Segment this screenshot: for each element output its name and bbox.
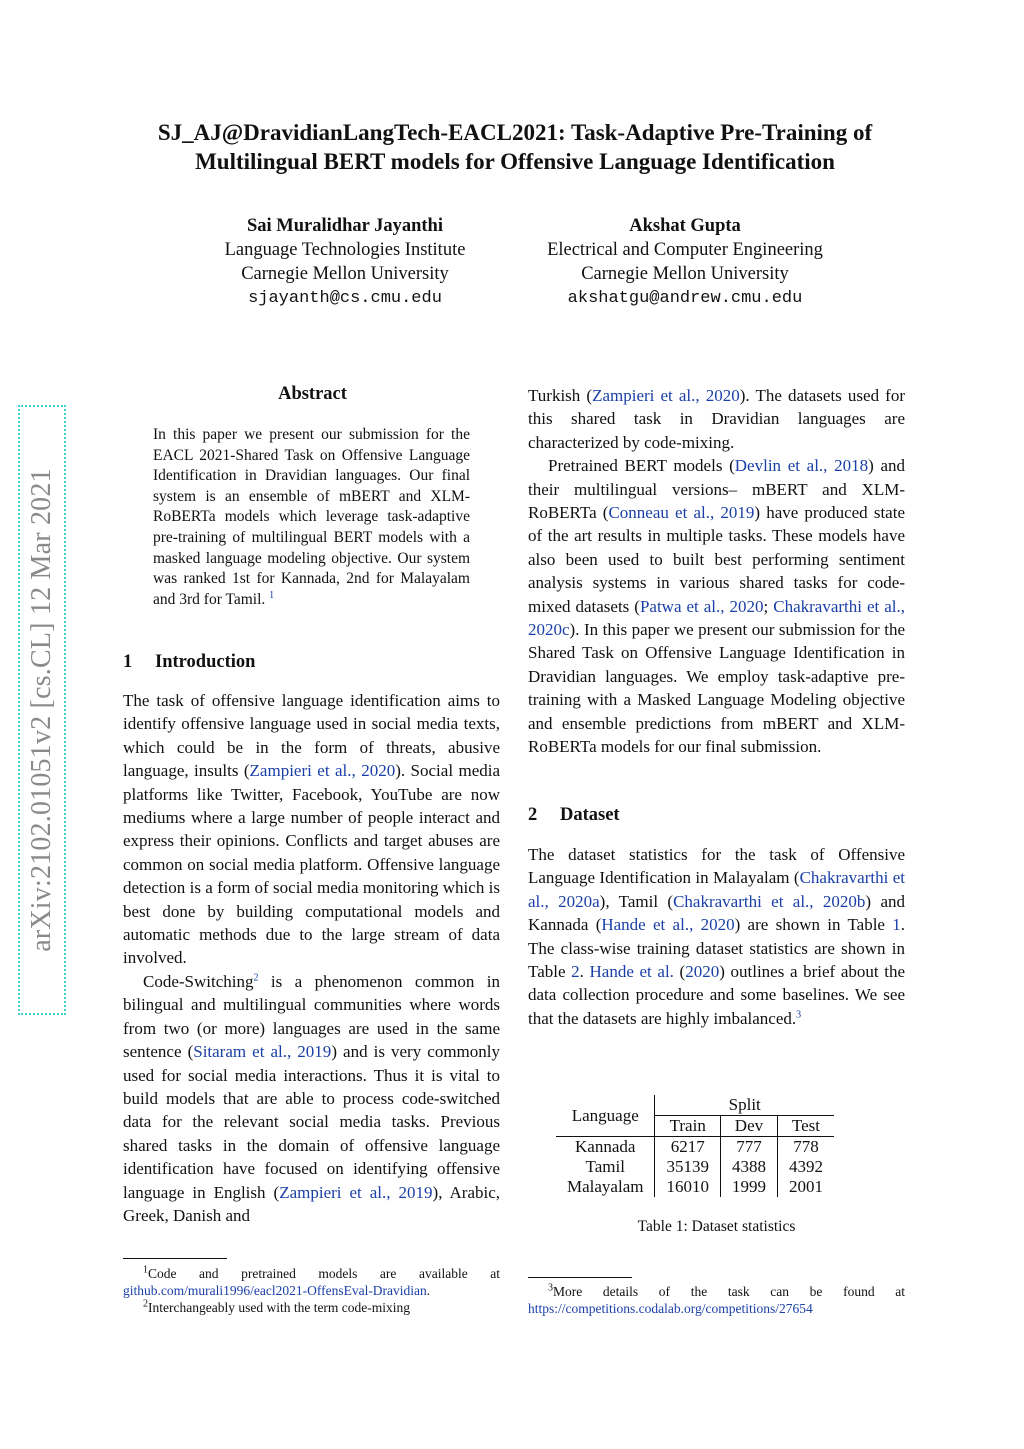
dataset-body: [528, 843, 905, 1030]
paragraph: [123, 689, 500, 970]
text-run: ) and their multilingual versions– mBERT and XLM-RoBERTa (: [528, 456, 905, 523]
author-name: Sai Muralidhar Jayanthi: [246, 216, 443, 236]
table-cell: Tamil: [556, 1157, 655, 1177]
citation-link[interactable]: Zampieri et al., 2019: [279, 1182, 433, 1202]
citation-link[interactable]: Devlin et al., 2018: [734, 456, 869, 476]
table-cell: 4392: [788, 1157, 823, 1176]
table-subheader: Test: [791, 1116, 821, 1135]
paragraph: [528, 843, 905, 1030]
author-affiliation: Electrical and Computer Engineering: [547, 240, 823, 260]
table-header-language: Language: [556, 1095, 655, 1137]
table-ref-link[interactable]: 2: [571, 962, 580, 982]
footnote-text: More details of the task can be found at: [553, 1284, 905, 1299]
text-run: ), Tamil (: [599, 891, 674, 911]
section-number: 1: [123, 652, 133, 672]
author-name: Akshat Gupta: [629, 216, 741, 236]
table-cell: 2001: [788, 1177, 823, 1196]
right-column-body: [528, 384, 905, 759]
paragraph: [123, 970, 500, 1227]
text-run: Turkish (: [528, 386, 593, 405]
table-header-split: Split: [655, 1095, 834, 1116]
citation-link[interactable]: Chakravarthi et al., 2020a: [528, 868, 905, 911]
abstract-text: In this paper we present our submission for the EACL 2021-Shared Task on Offensive Language Identification in Dravidian languages. Our final system is an ensemble of mBERT and XLM-RoBERTa models which leverage task-adaptive pre-training of multilingual BERT models with a masked language modeling objective. Our system was ranked 1st for Kannada, 2nd for Malayalam and 3rd for Tamil.: [153, 426, 470, 608]
table-cell: Kannada: [556, 1137, 655, 1158]
text-run: .: [579, 962, 590, 982]
table-ref-link[interactable]: 1: [892, 915, 901, 935]
footnote-2: [123, 1299, 500, 1316]
table-cell: 4388: [720, 1157, 777, 1177]
citation-link[interactable]: Conneau et al., 2019: [608, 503, 755, 523]
table-row: [556, 1137, 834, 1158]
footnote-rule: [528, 1277, 632, 1278]
footnote-3: [528, 1283, 905, 1317]
footnote-number: 2: [143, 1298, 148, 1310]
author-affiliation: Carnegie Mellon University: [581, 264, 789, 284]
footnotes-right: [528, 1283, 905, 1317]
text-run: ) are shown in Table: [734, 915, 893, 935]
table-cell: Malayalam: [556, 1177, 655, 1197]
footnote-number: 3: [548, 1282, 553, 1294]
text-run: The dataset statistics for the task of Offensive Language Identification in Malayalam (: [528, 845, 905, 888]
paragraph: [528, 384, 905, 454]
table-subheader: Train: [655, 1116, 721, 1137]
paragraph: [528, 454, 905, 758]
author-affiliation: Language Technologies Institute: [224, 240, 466, 260]
table-cell: 778: [793, 1137, 819, 1156]
section-heading-dataset: [528, 805, 620, 826]
footnote-rule: [123, 1258, 227, 1259]
citation-link[interactable]: Chakravarthi et al., 2020b: [673, 891, 866, 911]
table-caption: Table 1: Dataset statistics: [637, 1218, 796, 1235]
abstract-heading: Abstract: [278, 384, 347, 404]
codalab-link[interactable]: https://competitions.codalab.org/competitions/27654: [528, 1301, 813, 1316]
footnote-text: Interchangeably used with the term code-mixing: [148, 1300, 411, 1315]
text-run: . The class-wise training dataset statistics are shown in Table: [528, 915, 905, 982]
table-cell: 6217: [655, 1137, 721, 1158]
citation-link[interactable]: Hande et al., 2020: [601, 915, 735, 935]
github-link[interactable]: github.com/murali1996/eacl2021-OffensEval-Dravidian: [123, 1283, 427, 1298]
abstract-body: [153, 425, 470, 610]
footnote-text: .: [426, 1283, 431, 1298]
text-run: Pretrained BERT models (: [548, 456, 735, 476]
author-block-2: [520, 214, 850, 311]
table-row: [556, 1157, 834, 1177]
text-run: is a phenomenon common in bilingual and multilingual communities where words from two (or more) languages are used in the same sentence (: [123, 971, 500, 1062]
dataset-table: [556, 1095, 834, 1197]
text-run: ) and Kannada (: [528, 891, 905, 935]
section-title: Introduction: [155, 652, 256, 672]
citation-link[interactable]: Sitaram et al., 2019: [193, 1042, 332, 1062]
text-run: ) outlines a brief about the data collection procedure and some baselines. We see that the datasets are highly imbalanced.: [528, 962, 906, 1028]
footnote-text: Code and pretrained models are available at: [148, 1266, 500, 1281]
text-run: (: [673, 962, 686, 982]
text-run: ), Arabic, Greek, Danish and: [123, 1182, 501, 1225]
citation-link[interactable]: Zampieri et al., 2020: [592, 386, 740, 405]
citation-link[interactable]: Hande et al.: [589, 962, 674, 982]
section-title: Dataset: [560, 805, 620, 825]
text-run: ). Social media platforms like Twitter, Facebook, YouTube are now mediums where a large number of people interact and express their opinions. Conflicts and target abuses are common on social media platform. Offensive language detection is a form of social media monitoring which is best done by building computational models and automatic methods due to the large stream of data involved.: [123, 761, 501, 968]
table-cell: 16010: [655, 1177, 721, 1197]
table-cell: 35139: [655, 1157, 721, 1177]
title-line-2: Multilingual BERT models for Offensive Language Identification: [195, 149, 835, 174]
intro-body: [123, 689, 500, 1227]
arxiv-id: arXiv:2102.01051v2 [cs.CL] 12 Mar 2021: [26, 468, 57, 952]
text-run: ;: [763, 596, 774, 616]
footnote-mark[interactable]: 2: [253, 972, 259, 984]
footnote-number: 1: [143, 1264, 148, 1276]
citation-link[interactable]: Chakravarthi et al., 2020c: [528, 596, 905, 640]
text-run: ). In this paper we present our submission for the Shared Task on Offensive Language Identification in Dravidian languages. We employ task-adaptive pre-training with a Masked Language Modeling objective and ensemble predictions from mBERT and XLM-RoBERTa models for our final submission.: [528, 620, 905, 757]
author-email[interactable]: akshatgu@andrew.cmu.edu: [567, 289, 803, 308]
table-cell: 777: [720, 1137, 777, 1158]
text-run: ). The datasets used for this shared task in Dravidian languages are characterized by code-mixing.: [528, 386, 905, 452]
section-number: 2: [528, 805, 538, 825]
table-row: [556, 1177, 834, 1197]
text-run: ) and is very commonly used for social media interactions. Thus it is vital to build models that are able to process code-switched data for the relevant social media tasks. Previous shared tasks in the domain of offensive language identification have focused on identifying offensive language in English (: [123, 1042, 500, 1202]
paper-title: [100, 118, 930, 176]
author-email[interactable]: sjayanth@cs.cmu.edu: [248, 289, 442, 308]
footnote-mark[interactable]: 1: [269, 589, 275, 601]
text-run: The task of offensive language identification aims to identify offensive language used in social media texts, which could be in the form of threats, abusive language, insults (: [123, 691, 500, 781]
text-run: Code-Switching: [143, 971, 254, 991]
arxiv-stamp[interactable]: [18, 405, 66, 1015]
author-affiliation: Carnegie Mellon University: [241, 264, 449, 284]
footnote-mark[interactable]: 3: [796, 1009, 802, 1021]
text-run: ) have produced state of the art results in multiple tasks. These models have also been used to built best performing sentiment analysis systems in various shared tasks for code-mixed datasets (: [528, 503, 905, 616]
citation-link[interactable]: Zampieri et al., 2020: [249, 761, 396, 781]
table-cell: 1999: [720, 1177, 777, 1197]
footnote-1: [123, 1265, 500, 1299]
footnotes-left: [123, 1265, 500, 1316]
citation-link[interactable]: Patwa et al., 2020: [639, 596, 764, 616]
citation-link[interactable]: 2020: [685, 962, 720, 982]
section-heading-introduction: [123, 652, 255, 673]
table-subheader: Dev: [720, 1116, 777, 1137]
author-block-1: [195, 214, 495, 311]
title-line-1: SJ_AJ@DravidianLangTech-EACL2021: Task-Adaptive Pre-Training of: [157, 120, 873, 145]
